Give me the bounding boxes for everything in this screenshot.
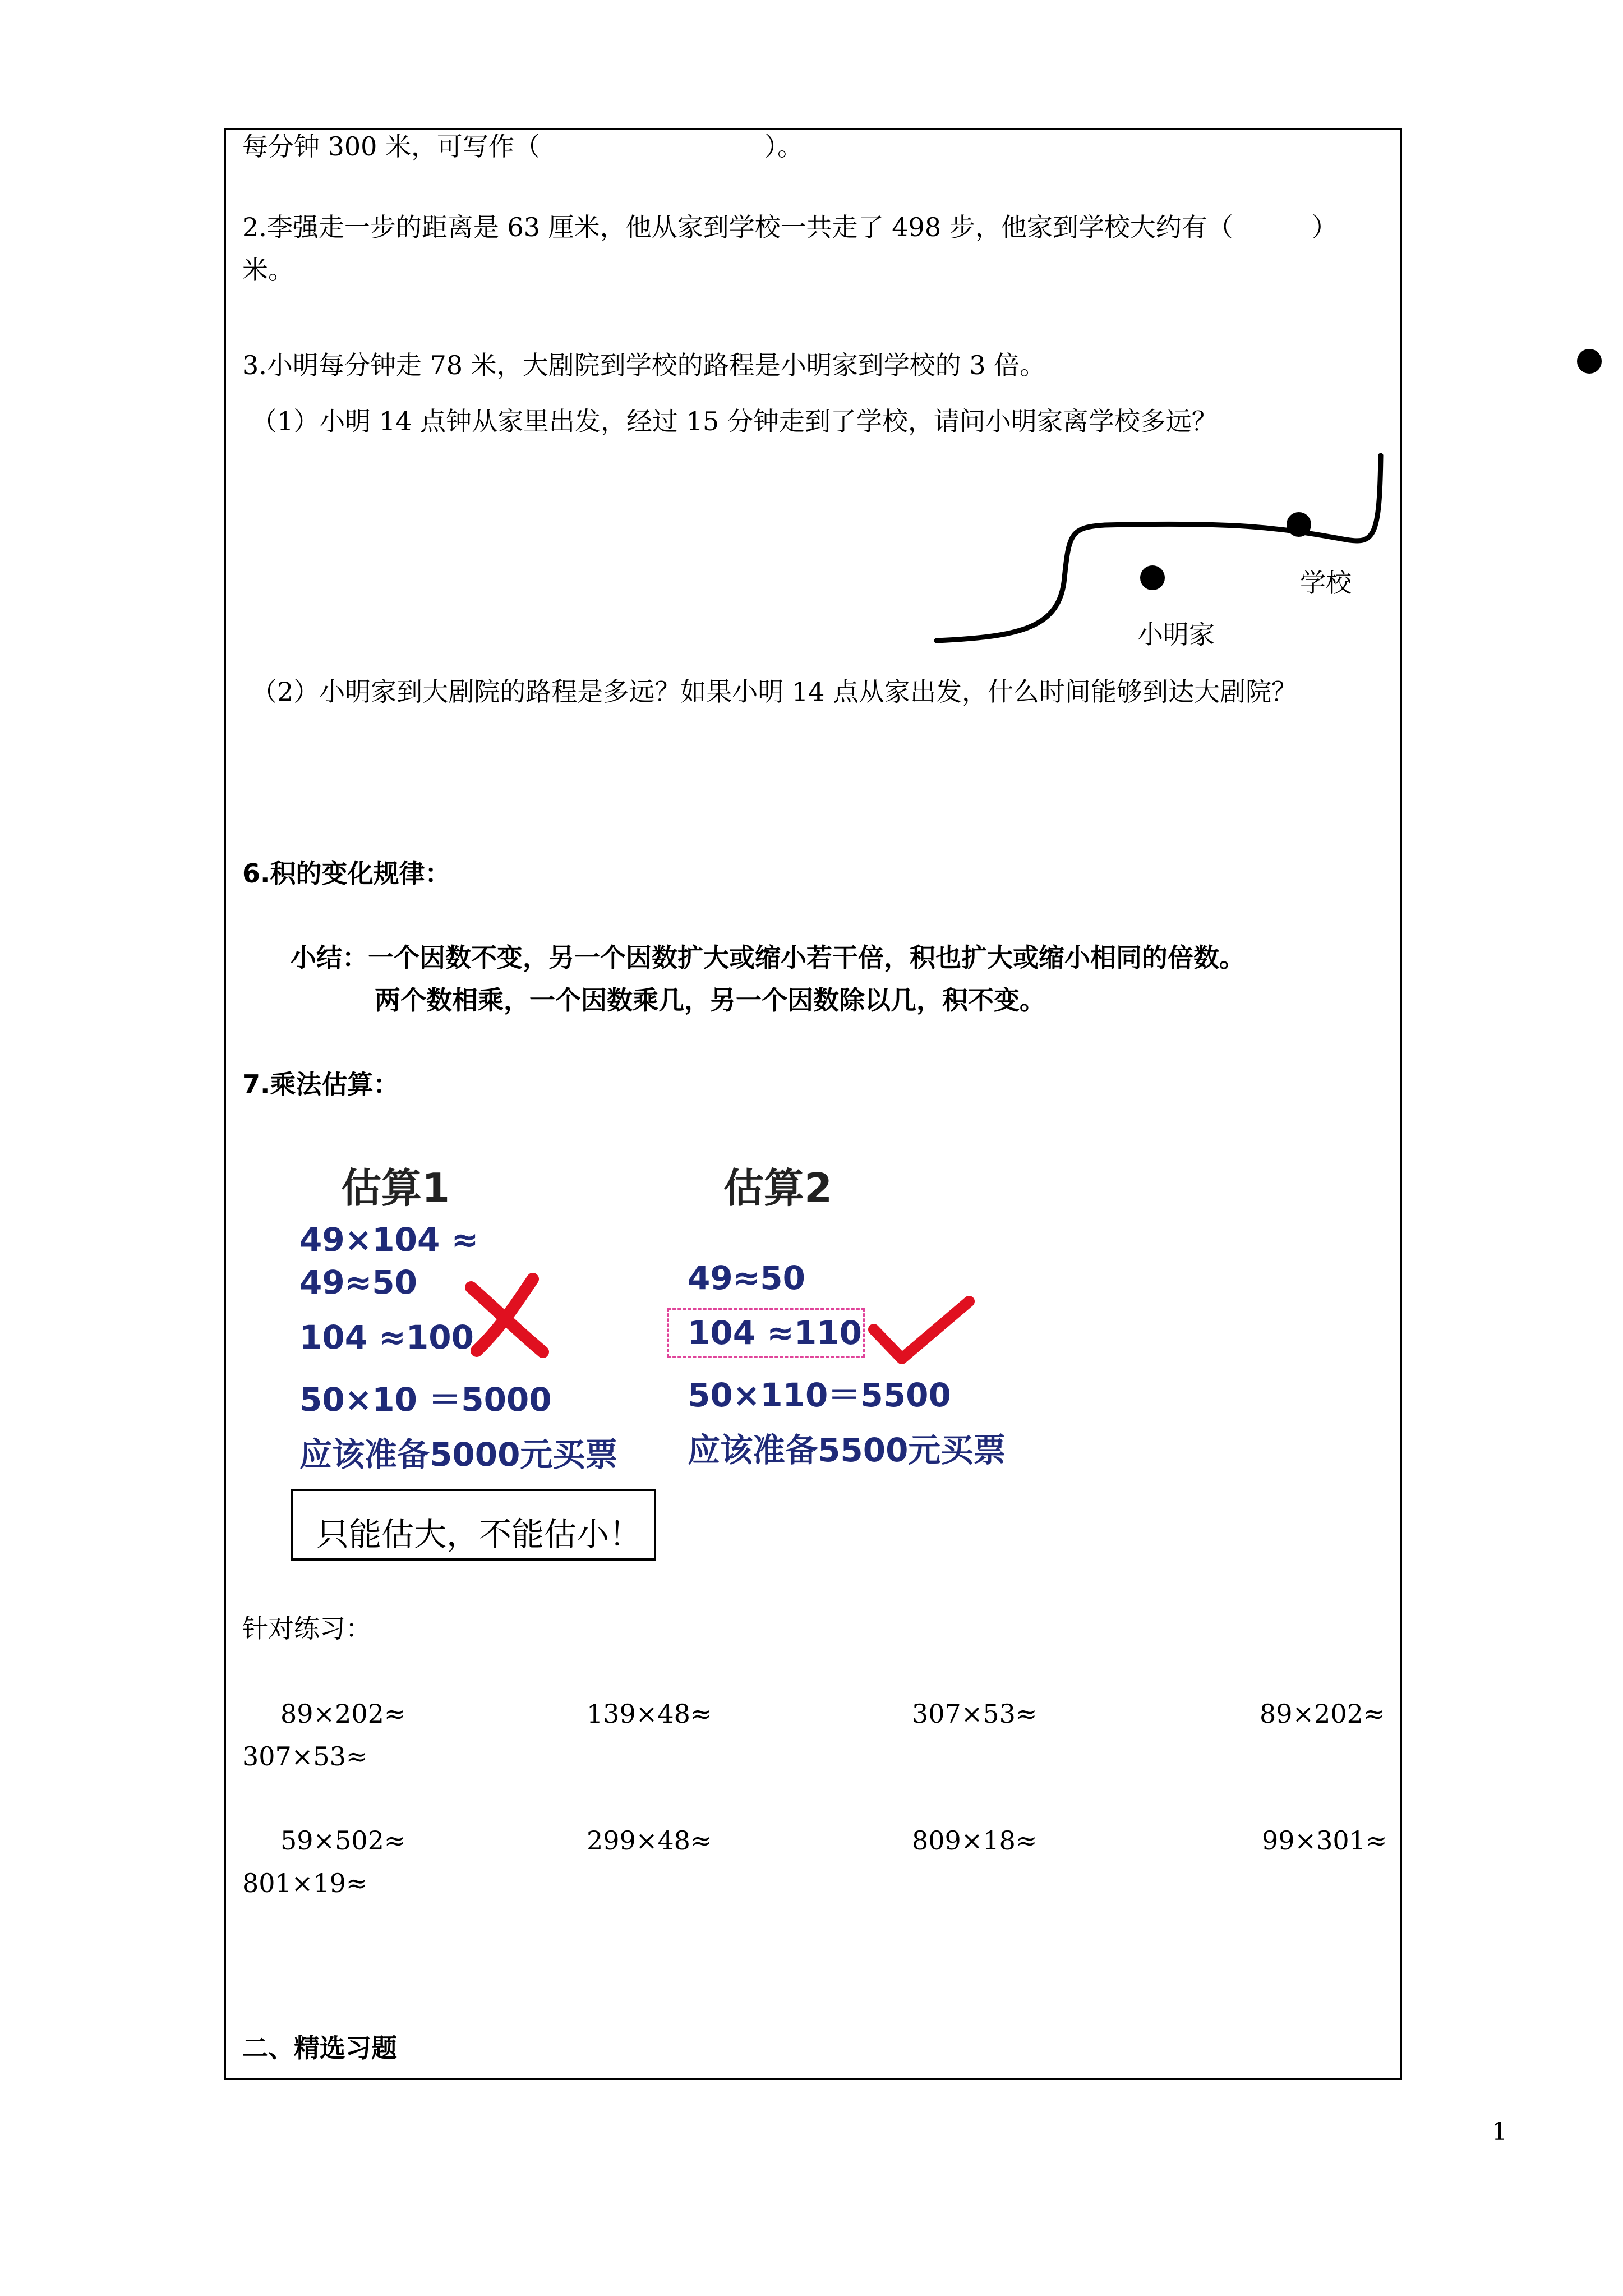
estimate-2-row-4: 应该准备5500元买票 [688,1431,1006,1469]
estimate-2-row-1: 49≈50 [688,1259,806,1297]
practice-title: 针对练习： [242,1613,371,1644]
map-label-home: 小明家 [1137,619,1215,650]
section-7-title: 7.乘法估算： [242,1069,399,1099]
estimate-1-row-5: 应该准备5000元买票 [299,1435,618,1474]
question-2-unit: 米。 [242,255,294,285]
estimate-1-row-1: 49×104 ≈ [299,1221,479,1259]
school-marker [1287,512,1311,537]
map-label-school: 学校 [1300,568,1352,598]
exercise-2-5: 801×19≈ [242,1868,368,1898]
estimate-2-row-3: 50×110＝5500 [688,1376,951,1414]
exercise-1-1: 89×202≈ [280,1699,406,1729]
exercise-2-1: 59×502≈ [280,1825,406,1856]
exercise-1-2: 139×48≈ [587,1699,712,1729]
estimate-1-row-2: 49≈50 [299,1263,418,1301]
exercise-1-5: 307×53≈ [242,1741,368,1772]
check-icon [868,1296,975,1369]
text-line-1: 每分钟 300 米，可写作（ ）。 [242,131,804,162]
section-2-title: 二、精选习题 [242,2033,397,2063]
question-2: 2.李强走一步的距离是 63 厘米，他从家到学校一共走了 498 步，他家到学校大约有（ ） [242,212,1338,242]
estimate-1-title: 估算1 [341,1165,450,1212]
page-number: 1 [1492,2118,1507,2146]
estimation-note-box [291,1489,656,1561]
cross-icon [460,1273,550,1358]
summary-line-2: 两个数相乘，一个因数乘几，另一个因数除以几，积不变。 [375,985,1045,1015]
exercise-2-4: 99×301≈ [1262,1825,1387,1856]
estimate-2-row-2: 104 ≈110 [688,1314,862,1352]
estimation-note-text: 只能估大，不能估小！ [316,1515,642,1553]
question-3-part-1: （1）小明 14 点钟从家里出发，经过 15 分钟走到了学校，请问小明家离学校多远？ [251,406,1218,436]
bullet-dot [1577,349,1602,374]
route-map [920,337,1481,651]
home-marker [1140,565,1165,590]
estimate-1-row-3: 104 ≈100 [299,1318,474,1356]
estimate-2-title: 估算2 [723,1165,833,1212]
summary-line-1: 小结：一个因数不变，另一个因数扩大或缩小若干倍，积也扩大或缩小相同的倍数。 [291,942,1245,973]
exercise-1-3: 307×53≈ [912,1699,1038,1729]
route-line [937,455,1381,641]
question-3: 3.小明每分钟走 78 米，大剧院到学校的路程是小明家到学校的 3 倍。 [242,350,1046,380]
estimate-1-row-4: 50×10 ＝5000 [299,1381,552,1419]
section-6-title: 6.积的变化规律： [242,858,451,889]
exercise-2-2: 299×48≈ [587,1825,712,1856]
question-3-part-2: （2）小明家到大剧院的路程是多远？如果小明 14 点从家出发，什么时间能够到达大剧院？ [251,677,1298,707]
exercise-1-4: 89×202≈ [1260,1699,1385,1729]
exercise-2-3: 809×18≈ [912,1825,1038,1856]
